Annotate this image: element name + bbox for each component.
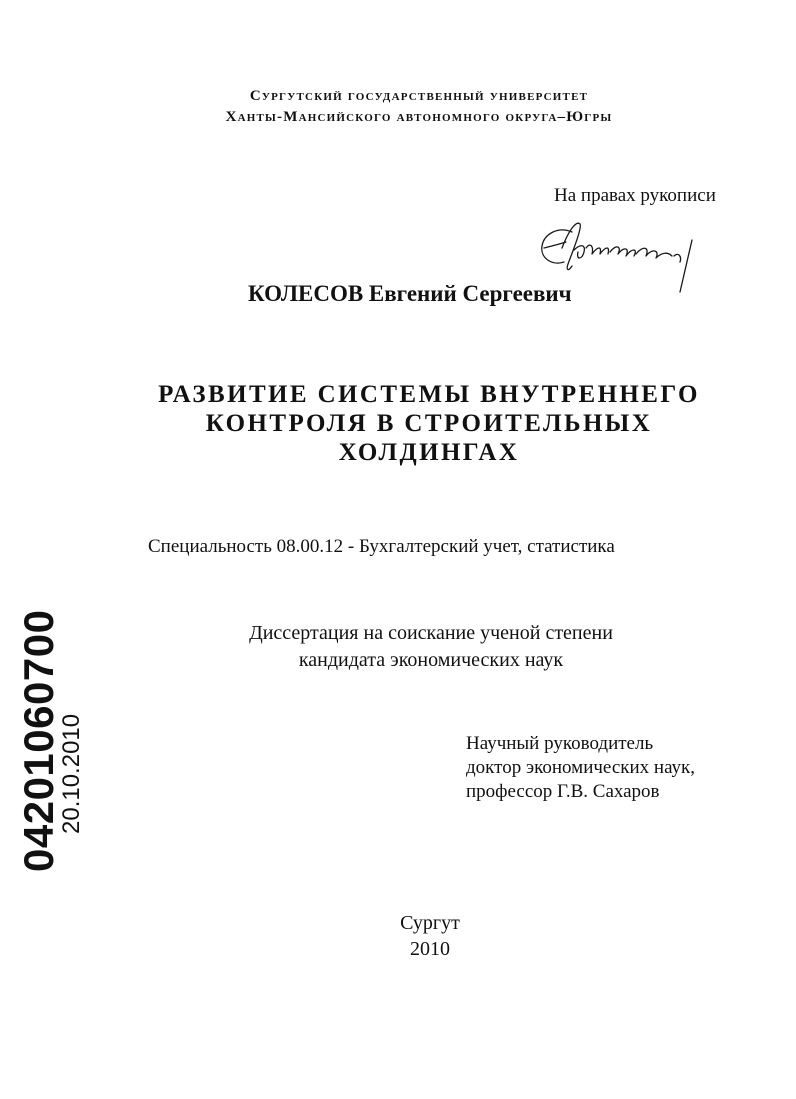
degree-statement	[0, 620, 796, 674]
degree-line-2: кандидата экономических наук	[298, 649, 564, 671]
year: 2010	[410, 938, 450, 960]
supervisor-block	[466, 732, 695, 804]
supervisor-line-2: доктор экономических наук,	[466, 757, 696, 778]
dissertation-title	[0, 380, 796, 467]
supervisor-line-1: Научный руководитель	[466, 733, 654, 754]
university-header	[0, 86, 796, 128]
title-line-1: РАЗВИТИЕ СИСТЕМЫ ВНУТРЕННЕГО	[158, 381, 700, 408]
manuscript-rights-note: На правах рукописи	[554, 185, 716, 206]
author-name: КОЛЕСОВ Евгений Сергеевич	[248, 281, 572, 306]
title-line-3: ХОЛДИНГАХ	[338, 439, 520, 466]
library-stamp-date: 20.10.2010	[58, 713, 85, 834]
city-year-block	[0, 910, 796, 962]
library-stamp-number: 04201060700	[15, 609, 62, 872]
university-line-2: Ханты-Мансийского автономного округа–Югры	[225, 109, 613, 125]
specialty-line: Специальность 08.00.12 - Бухгалтерский учет, статистика	[148, 536, 615, 557]
city: Сургут	[400, 912, 460, 934]
degree-line-1: Диссертация на соискание ученой степени	[249, 622, 613, 644]
supervisor-line-3: профессор Г.В. Сахаров	[466, 781, 660, 802]
university-line-1: Сургутский государственный университет	[249, 88, 589, 104]
title-line-2: КОНТРОЛЯ В СТРОИТЕЛЬНЫХ	[205, 410, 653, 437]
